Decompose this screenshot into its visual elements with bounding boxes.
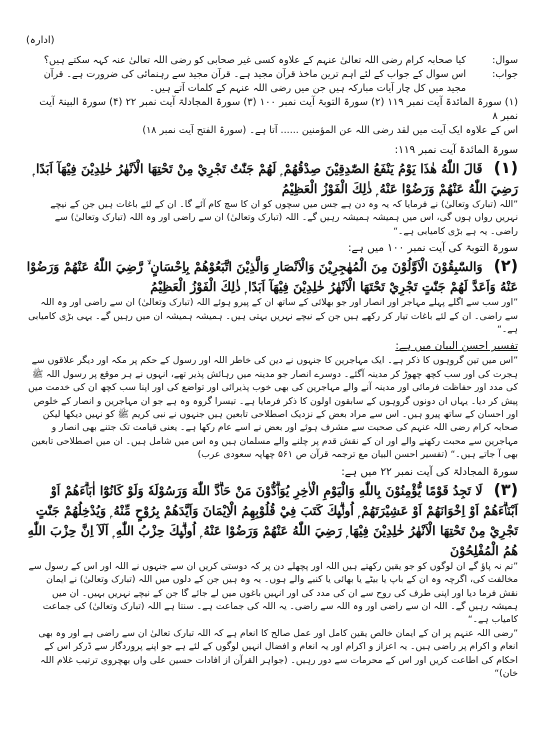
section-3-quote: ”رضی اللہ عنہم پر ان کے ایمان خالص یقین کامل اور عمل صالح کا انعام ہے کہ اللہ تبارک تعالیٰ ان سے راضی ہے اور وہ بھی انعام و اکرام پر راضی ہیں۔ یہ اعزاز و اکرام اور یہ انعام و افضال انہیں لوگوں کے لئے ہے جو اپنے پروردگار سے ڈرکر اس کے احکام کی اطاعت کریں اور اس کے محرمات سے دور رہیں۔ (جواہر القرآن از افادات حسین علی واں بھچروی ترتیب غلام اللہ خان)“ [38, 627, 518, 679]
section-1-heading: سورۃ المائدۃ آیت نمبر ۱۱۹: [394, 144, 518, 156]
answer-label: جواب: [492, 69, 518, 80]
refs-line: (۱) سورۃ المائدۃ آیت نمبر ۱۱۹ (۲) سورۃ التوبۃ آیت نمبر ۱۰۰ (۳) سورۃ المجادلۃ آیت نمبر ۲۲ (۴) سورۃ البینۃ آیت نمبر ۸ [39, 97, 518, 122]
section-3-translation: ”تم نہ پاؤ گے ان لوگوں کو جو یقین رکھتے ہیں اللہ اور پچھلے دن پر کہ دوستی کریں ان سے جنہوں نے اللہ اور اس کے رسول سے مخالفت کی، اگرچہ وہ ان کے باپ یا بیٹے یا بھائی یا کنبے والے ہوں۔ یہ وہ ہیں جن کے دلوں میں اللہ (تبارک وتعالیٰ) نے ایمان نقش فرما دیا اور اپنی طرف کی روح سے ان کی مدد کی اور انہیں باغوں میں لے جائے گا جن کے نیچے نہریں بہیں۔ ان میں ہمیشہ رہیں گے۔ اللہ ان سے راضی اور وہ اللہ سے راضی۔ یہ اللہ کی جماعت ہے۔ سنتا ہے اللہ (تبارک وتعالیٰ) کی جماعت کامیاب ہے۔“ [28, 560, 518, 626]
section-1-translation: ”اللہ (تبارک وتعالیٰ) نے فرمایا کہ یہ وہ دن ہے جس میں سچوں کو ان کا سچ کام آئے گا۔ ان کے لئے باغات ہیں جن کے نیچے نہریں رواں ہوں گی، اس میں ہمیشہ ہمیشہ رہیں گے۔ اللہ (تبارک وتعالیٰ) ان سے راضی اور وہ اللہ (تبارک وتعالیٰ) سے راضی۔ یہ ہے بڑی کامیابی ہے۔“ [50, 199, 518, 237]
section-3-heading: سورۃ المجادلۃ کی آیت نمبر ۲۲ میں ہے: [341, 465, 518, 478]
section-2-arabic: وَالسّٰبِقُوْنَ الْاَوَّلُوْنَ مِنَ الْمُهٰجِرِيْنَ وَالْاَنْصَارِ وَالَّذِيْنَ اتَّبَعُوْهُمْ بِاِحْسَانٍ ۙ رَّضِيَ اللّٰهُ عَنْهُمْ وَرَضُوْا عَنْهُ وَاَعَدَّ لَهُمْ جَنّٰتٍ تَجْرِيْ تَحْتَهَا الْاَنْهٰرُ خٰلِدِيْنَ فِيْهَآ اَبَدًا ۭ ذٰلِكَ الْفَوْزُ الْعَظِيْمُ [26, 259, 518, 295]
publisher-label: (ادارہ) [26, 35, 55, 46]
section-2-verse [26, 256, 518, 296]
section-1-number: (۱) [493, 158, 518, 177]
section-3-number: (۳) [493, 479, 518, 499]
tafsir-heading: تفسیر احسن البیان میں ہے: [395, 340, 518, 353]
section-3-arabic: لَا تَجِدُ قَوْمًا يُّؤْمِنُوْنَ بِاللّٰهِ وَالْيَوْمِ الْاٰخِرِ يُوَاۗدُّوْنَ مَنْ حَاۗدَّ اللّٰهَ وَرَسُوْلَهٗ وَلَوْ كَانُوْٓا اٰبَاۗءَهُمْ اَوْ اَبْنَاۗءَهُمْ اَوْ اِخْوَانَهُمْ اَوْ عَشِيْرَتَهُمْ ۭ اُولٰۗىِٕكَ كَتَبَ فِيْ قُلُوْبِهِمُ الْاِيْمَانَ وَاَيَّدَهُمْ بِرُوْحٍ مِّنْهُ ۭ وَيُدْخِلُهُمْ جَنّٰتٍ تَجْرِيْ مِنْ تَحْتِهَا الْاَنْهٰرُ خٰلِدِيْنَ فِيْهَا ۭ رَضِيَ اللّٰهُ عَنْهُمْ وَرَضُوْا عَنْهُ ۭ اُولٰۗىِٕكَ حِزْبُ اللّٰهِ ۭ اَلَآ اِنَّ حِزْبَ اللّٰهِ هُمُ الْمُفْلِحُوْنَ [27, 482, 518, 558]
section-2-translation: ”اور سب سے اگلے پہلے مہاجر اور انصار اور جو بھلائی کے ساتھ ان کے پیرو ہوئے اللہ (تبارک وتعالیٰ) ان سے راضی اور وہ اللہ سے راضی۔ ان کے لئے باغات تیار کر رکھے ہیں جن کے نیچے نہریں بہتی ہیں۔ ہمیشہ ہمیشہ ان میں رہیں گے۔ یہی بڑی کامیابی ہے۔“ [28, 297, 518, 336]
question-label: سوال: [492, 55, 518, 66]
answer-row [26, 68, 518, 96]
tafsir-text: ”اس میں تین گروہوں کا ذکر ہے۔ ایک مہاجرین کا جنہوں نے دین کی خاطر اللہ اور رسول کے حکم پر مکہ اور دیگر علاقوں سے ہجرت کی اور سب کچھ چھوڑ کر مدینہ آگئے۔ دوسرے انصار جو مدینہ میں رہائش پذیر تھے، انہوں نے ہر موقع پر رسول اللہ ﷺ کی مدد اور حفاظت فرمائی اور مدینہ آنے والے مہاجرین کی بھی خوب پذیرائی اور تواضع کی اور اپنا سب کچھ ان کی خدمت میں پیش کر دیا۔ یہاں ان دونوں گروہوں کے سابقون اولون کا ذکر فرمایا ہے۔ تیسرا گروہ وہ ہے جو ان مہاجرین و انصار کے خلوص اور احسان کے ساتھ پیرو ہیں۔ اس سے مراد بعض کے نزدیک اصطلاحی تابعین ہیں جنہوں نے نبی کریم ﷺ کو نہیں دیکھا لیکن صحابہ کرام رضی اللہ عنہم کی صحبت سے مشرف ہوئے اور بعض نے اسے عام رکھا ہے۔ یعنی قیامت تک جتنے بھی انصار و مہاجرین سے محبت رکھنے والے اور ان کے نقش قدم پر چلنے والے مسلمان ہیں وہ اس میں شامل ہیں۔ ان میں اصطلاحی تابعین بھی آ جاتے ہیں۔“ (تفسیر احسن البیان مع ترجمہ قرآن ص ۵۶۱ چھاپہ سعودی عرب) [28, 355, 518, 461]
section-1-arabic: قَالَ اللّٰهُ هٰذَا يَوْمُ يَنْفَعُ الصّٰدِقِيْنَ صِدْقُهُمْ ۭ لَهُمْ جَنّٰتٌ تَجْرِيْ مِنْ تَحْتِهَا الْاَنْهٰرُ خٰلِدِيْنَ فِيْهَآ اَبَدًا ۭ رَضِيَ اللّٰهُ عَنْهُمْ وَرَضُوْا عَنْهُ ۭ ذٰلِكَ الْفَوْزُ الْعَظِيْمُ [32, 161, 518, 196]
question-row [26, 54, 518, 68]
question-text: کیا صحابہ کرام رضی اللہ تعالیٰ عنہم کے علاوہ کسی غیر صحابی کو رضی اللہ تعالیٰ عنہ کہہ سکتے ہیں؟ [43, 55, 466, 66]
section-3-verse [26, 480, 518, 560]
extra-line: اس کے علاوہ ایک آیت میں لقد رضی اللہ عن المؤمنین ...... آتا ہے۔ (سورۃ الفتح آیت نمبر ۱۸) [142, 125, 518, 136]
section-2-number: (۲) [493, 256, 518, 276]
answer-text: اس سوال کے جواب کے لئے اہم ترین ماخذ قرآن مجید ہے۔ قرآن مجید سے رہنمائی کی ضرورت ہے۔ قرآن مجید میں کل چار آیات مبارکہ ہیں جن میں رضی اللہ عنہم کے کلمات آتے ہیں۔ [43, 69, 466, 94]
section-2-heading: سورۃ التوبۃ کی آیت نمبر ۱۰۰ میں ہے: [347, 242, 518, 255]
section-1-verse [26, 158, 518, 198]
